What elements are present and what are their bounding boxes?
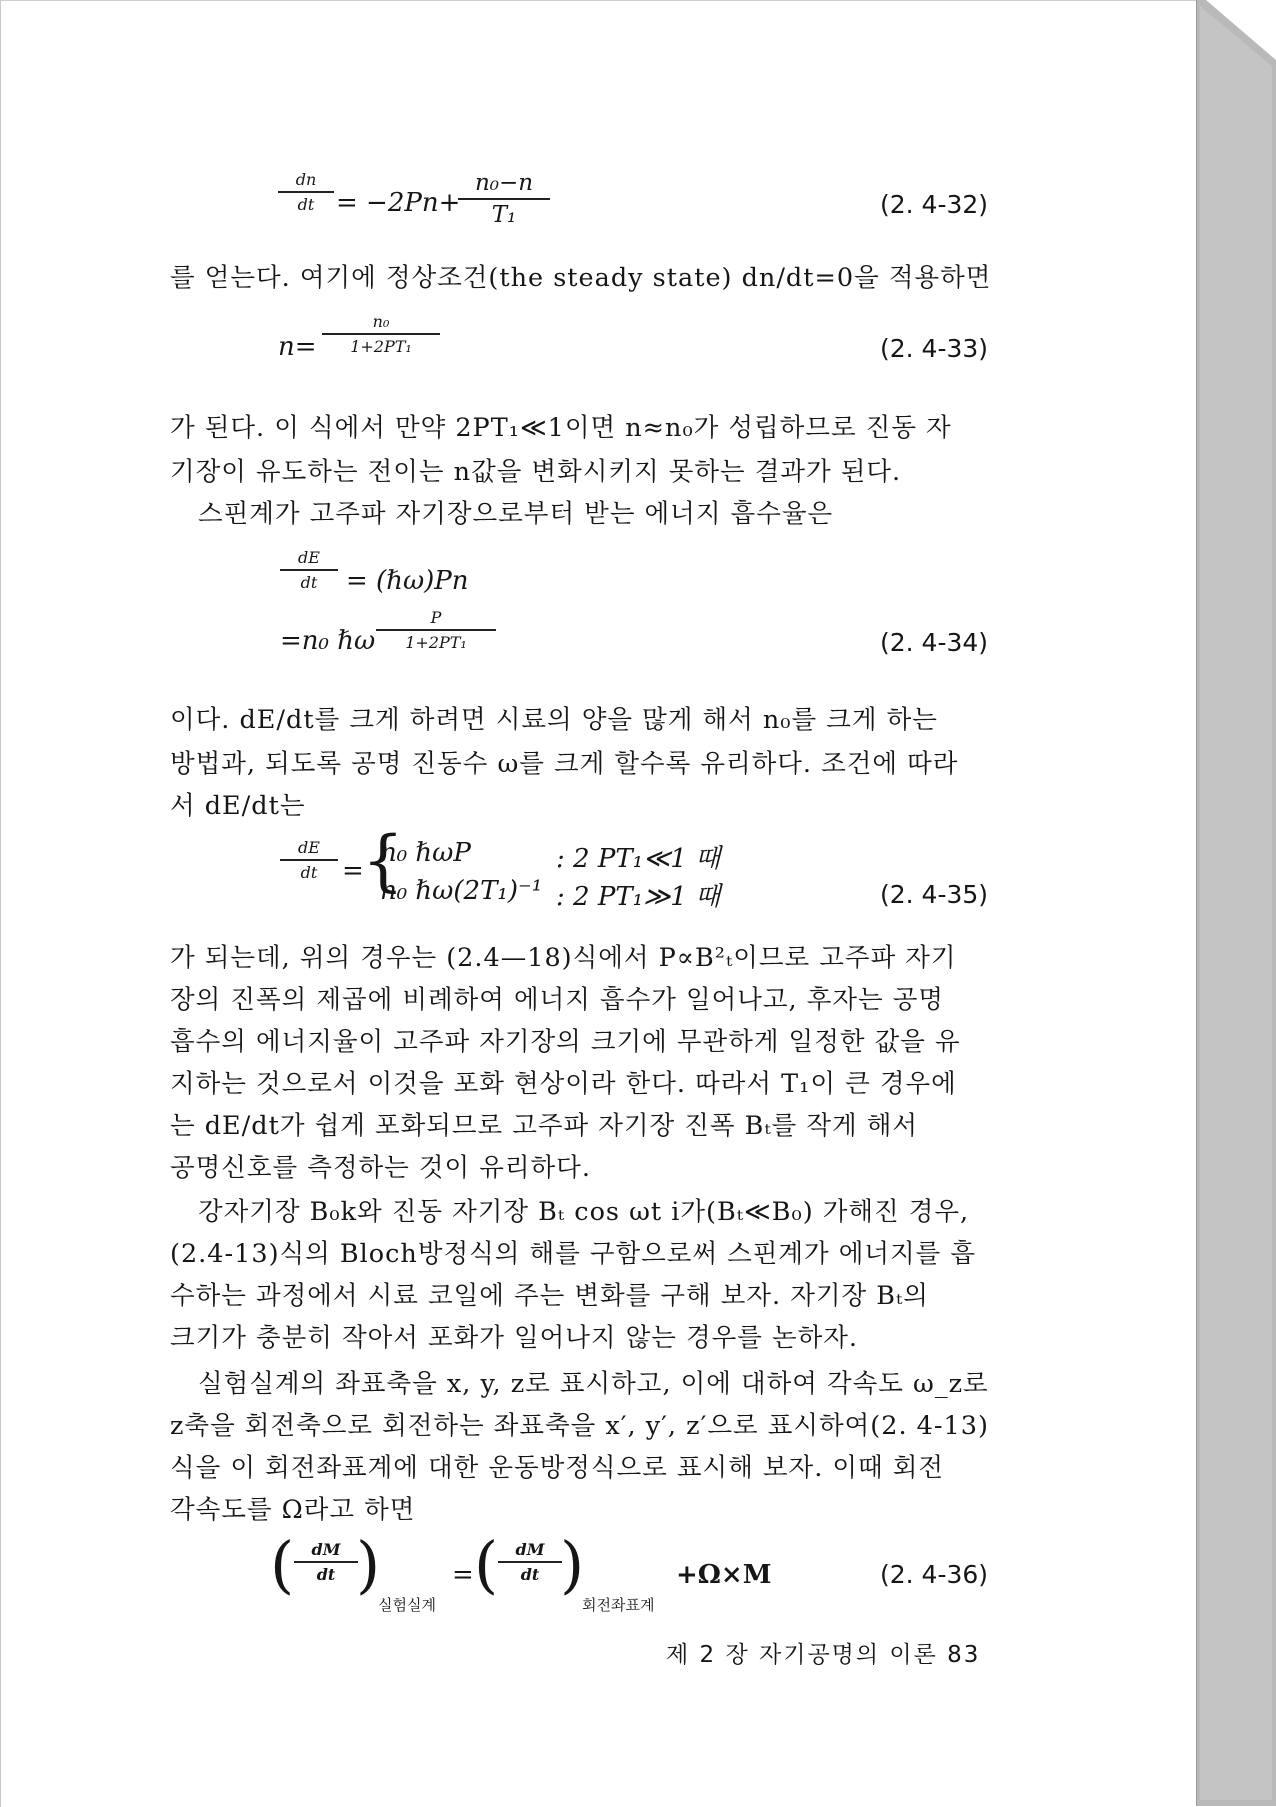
fraction-dM-dt-rot: [498, 1540, 562, 1584]
numerator: dM: [294, 1540, 358, 1563]
left-brace: {: [362, 822, 404, 899]
denominator: 1+2PT₁: [405, 633, 467, 652]
left-paren-2: (: [474, 1528, 499, 1601]
text-line-5: 이다. dE/dt를 크게 하려면 시료의 양을 많게 해서 n₀를 크게 하는: [170, 705, 938, 735]
text-line-6: 방법과, 되도록 공명 진동수 ω를 크게 할수록 유리하다. 조건에 따라: [170, 749, 959, 779]
right-paren-2: ): [560, 1528, 585, 1601]
numerator: n₀: [322, 312, 440, 335]
numerator: dM: [498, 1540, 562, 1563]
fraction-dM-dt-lab: [294, 1540, 358, 1584]
fraction-dE-dt: [280, 838, 338, 882]
text-line-15: (2.4-13)식의 Bloch방정식의 해를 구함으로써 스핀계가 에너지를 흡: [170, 1239, 977, 1269]
right-paren: ): [356, 1528, 381, 1601]
equation-number: (2. 4-32): [880, 190, 989, 219]
text-line-11: 지하는 것으로서 이것을 포화 현상이라 한다. 따라서 T₁이 큰 경우에: [170, 1069, 957, 1099]
text-line-3: 기장이 유도하는 전이는 n값을 변화시키지 못하는 결과가 된다.: [170, 457, 902, 487]
equation-number: (2. 4-34): [880, 628, 989, 657]
denominator: dt: [316, 1565, 336, 1584]
numerator: P: [376, 608, 496, 631]
text-line-2: 가 된다. 이 식에서 만약 2PT₁≪1이면 n≈n₀가 성립하므로 진동 자: [170, 413, 952, 443]
fraction-dE-dt: [280, 548, 338, 592]
fraction-n0-n-over-T1: [458, 170, 550, 228]
omega-cross-M: +Ω×M: [676, 1560, 772, 1590]
case-2-expression: n₀ ℏω(2T₁)⁻¹: [380, 876, 543, 906]
subscript-rotating-frame: 회전좌표계: [582, 1596, 655, 1614]
fraction-P-over-1-2PT1: [376, 608, 496, 652]
text-line-7: 서 dE/dt는: [170, 791, 306, 821]
case-1-condition: : 2 PT₁≪1 때: [556, 844, 721, 874]
denominator: dt: [300, 573, 318, 592]
text-line-13: 공명신호를 측정하는 것이 유리하다.: [170, 1153, 591, 1183]
fraction-n0-over-1-2PT1: [322, 312, 440, 356]
numerator: dE: [280, 548, 338, 571]
page-stack-edge: [1196, 0, 1276, 1806]
denominator: dt: [297, 195, 315, 214]
denominator: dt: [300, 863, 318, 882]
denominator: T₁: [491, 202, 517, 228]
text-line-16: 수하는 과정에서 시료 코일에 주는 변화를 구해 보자. 자기장 Bₜ의: [170, 1281, 929, 1311]
equation-lhs: n=: [278, 332, 317, 362]
text-line-9: 장의 진폭의 제곱에 비례하여 에너지 흡수가 일어나고, 후자는 공명: [170, 985, 945, 1015]
page-footer: 제 2 장 자기공명의 이론 83: [666, 1642, 981, 1668]
text-line-4: 스핀계가 고주파 자기장으로부터 받는 에너지 흡수율은: [198, 499, 834, 529]
equation-line-2: =n₀ ℏω: [280, 626, 376, 656]
left-paren: (: [270, 1528, 295, 1601]
equation-line-1: = (ℏω)Pn: [346, 566, 469, 596]
text-line-12: 는 dE/dt가 쉽게 포화되므로 고주파 자기장 진폭 Bₜ를 작게 해서: [170, 1111, 919, 1141]
case-1-expression: n₀ ℏωP: [380, 838, 471, 868]
text-line-8: 가 되는데, 위의 경우는 (2.4—18)식에서 P∝B²ₜ이므로 고주파 자기: [170, 943, 957, 973]
numerator: n₀−n: [458, 170, 550, 200]
text-line-1: 를 얻는다. 여기에 정상조건(the steady state) dn/dt=0을 적용하면: [170, 263, 992, 293]
equals-sign: =: [342, 856, 364, 886]
denominator: dt: [520, 1565, 540, 1584]
numerator: dE: [280, 838, 338, 861]
denominator: 1+2PT₁: [350, 337, 412, 356]
text-line-10: 흡수의 에너지율이 고주파 자기장의 크기에 무관하게 일정한 값을 유: [170, 1027, 961, 1057]
text-line-21: 각속도를 Ω라고 하면: [170, 1495, 416, 1525]
equation-middle: = −2Pn+: [336, 188, 461, 218]
numerator: dn: [278, 170, 334, 193]
case-2-condition: : 2 PT₁≫1 때: [556, 882, 721, 912]
equation-number: (2. 4-36): [880, 1560, 989, 1589]
fraction-dn-dt: [278, 170, 334, 214]
text-line-14: 강자기장 B₀k와 진동 자기장 Bₜ cos ωt i가(Bₜ≪B₀) 가해진 경우,: [198, 1197, 970, 1227]
text-line-17: 크기가 충분히 작아서 포화가 일어나지 않는 경우를 논하자.: [170, 1323, 859, 1353]
equation-number: (2. 4-35): [880, 880, 989, 909]
text-line-18: 실험실계의 좌표축을 x, y, z로 표시하고, 이에 대하여 각속도 ω_z로: [198, 1369, 989, 1399]
equation-number: (2. 4-33): [880, 334, 989, 363]
equals-sign: =: [452, 1560, 474, 1590]
subscript-lab-frame: 실험실계: [378, 1596, 436, 1614]
text-line-20: 식을 이 회전좌표계에 대한 운동방정식으로 표시해 보자. 이때 회전: [170, 1453, 945, 1483]
text-line-19: z축을 회전축으로 회전하는 좌표축을 x′, y′, z′으로 표시하여(2. 4-13): [170, 1411, 989, 1441]
